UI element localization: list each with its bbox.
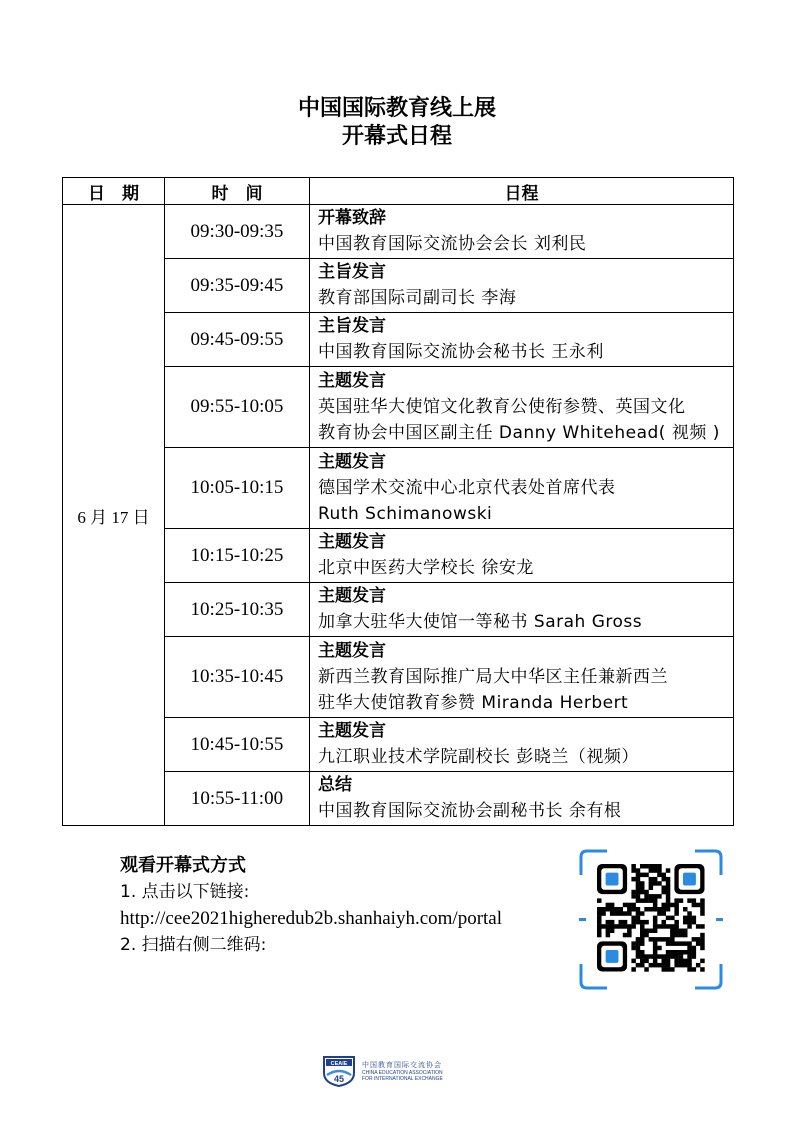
- time-cell: 10:05-10:15: [165, 448, 310, 529]
- program-type: 开幕致辞: [318, 208, 386, 228]
- program-cell: [310, 313, 734, 367]
- time-cell: 10:15-10:25: [165, 529, 310, 583]
- logo-en-line1: CHINA EDUCATION ASSOCIATION: [362, 1070, 443, 1076]
- table-row: [63, 205, 734, 259]
- program-speaker: 北京中医药大学校长 徐安龙: [318, 558, 534, 578]
- svg-text:45: 45: [333, 1074, 345, 1084]
- program-speaker: 加拿大驻华大使馆一等秘书 Sarah Gross: [318, 612, 643, 632]
- svg-text:CEAIE: CEAIE: [330, 1061, 348, 1067]
- portal-link[interactable]: http://cee2021higheredub2b.shanhaiyh.com/portal: [120, 907, 503, 929]
- time-cell: 10:35-10:45: [165, 637, 310, 718]
- program-cell: [310, 772, 734, 826]
- logo-cn-text: 中国教育国际交流协会: [362, 1061, 442, 1069]
- program-type: 主旨发言: [318, 262, 386, 282]
- program-speaker: 教育协会中国区副主任 Danny Whitehead( 视频 ): [318, 422, 720, 443]
- program-cell: [310, 637, 734, 718]
- program-speaker: Ruth Schimanowski: [318, 503, 493, 524]
- header-date: 日 期: [63, 178, 165, 205]
- time-cell: 09:30-09:35: [165, 205, 310, 259]
- time-cell: 09:45-09:55: [165, 313, 310, 367]
- program-cell: [310, 448, 734, 529]
- watch-step-2: 2. 扫描右侧二维码:: [120, 935, 267, 955]
- header-time: 时 间: [165, 178, 310, 205]
- watch-instructions: [120, 853, 502, 959]
- program-speaker: 中国教育国际交流协会会长 刘利民: [318, 234, 587, 254]
- qr-code-icon[interactable]: [577, 847, 725, 992]
- program-cell: [310, 718, 734, 772]
- time-cell: 10:25-10:35: [165, 583, 310, 637]
- document-title: 中国国际教育线上展: [297, 95, 496, 121]
- date-cell: 6 月 17 日: [63, 205, 165, 826]
- program-cell: [310, 529, 734, 583]
- program-type: 主题发言: [318, 451, 386, 472]
- watch-title: 观看开幕式方式: [120, 855, 246, 876]
- program-type: 主题发言: [318, 370, 386, 391]
- header-program: 日程: [310, 178, 734, 205]
- program-cell: [310, 259, 734, 313]
- program-speaker: 九江职业技术学院副校长 彭晓兰（视频）: [318, 747, 639, 767]
- program-speaker: 驻华大使馆教育参赞 Miranda Herbert: [318, 692, 629, 713]
- time-cell: 10:55-11:00: [165, 772, 310, 826]
- schedule-table: [62, 177, 734, 826]
- program-speaker: 教育部国际司副司长 李海: [318, 288, 517, 308]
- program-cell: [310, 205, 734, 259]
- table-header-row: [63, 178, 734, 205]
- program-speaker: 新西兰教育国际推广局大中华区主任兼新西兰: [318, 666, 668, 687]
- program-cell: [310, 367, 734, 448]
- program-type: 主题发言: [318, 721, 386, 741]
- program-type: 总结: [318, 775, 352, 795]
- program-speaker: 中国教育国际交流协会秘书长 王永利: [318, 342, 604, 362]
- program-type: 主题发言: [318, 586, 386, 606]
- time-cell: 10:45-10:55: [165, 718, 310, 772]
- watch-step-1: 1. 点击以下链接:: [120, 882, 250, 902]
- program-cell: [310, 583, 734, 637]
- logo-en-line2: FOR INTERNATIONAL EXCHANGE: [362, 1076, 443, 1082]
- program-speaker: 英国驻华大使馆文化教育公使衔参赞、英国文化: [318, 396, 686, 417]
- ceaie-badge-icon: [322, 1055, 356, 1087]
- time-cell: 09:55-10:05: [165, 367, 310, 448]
- program-speaker: 德国学术交流中心北京代表处首席代表: [318, 477, 616, 498]
- time-cell: 09:35-09:45: [165, 259, 310, 313]
- program-type: 主题发言: [318, 532, 386, 552]
- program-speaker: 中国教育国际交流协会副秘书长 余有根: [318, 801, 622, 821]
- program-type: 主题发言: [318, 640, 386, 661]
- document-subtitle: 开幕式日程: [341, 123, 452, 149]
- ceaie-logo: [322, 1056, 472, 1086]
- program-type: 主旨发言: [318, 316, 386, 336]
